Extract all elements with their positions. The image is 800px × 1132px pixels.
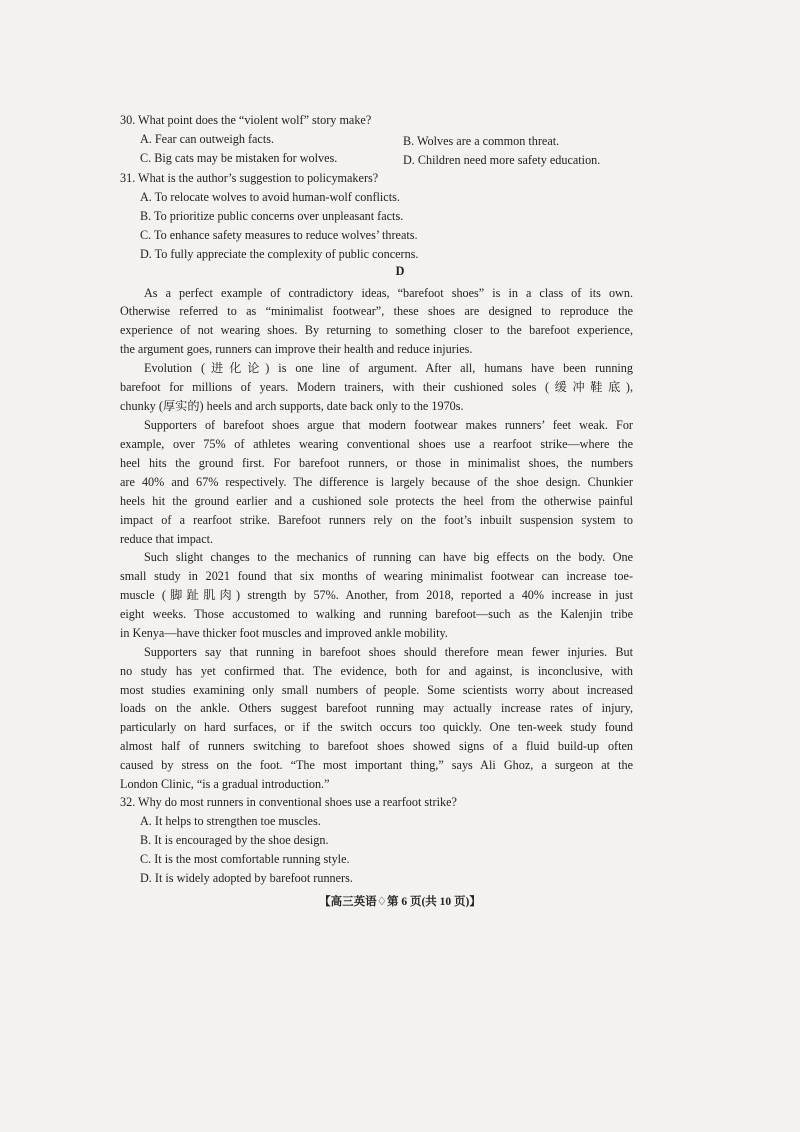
passage-line: example, over 75% of athletes wearing conventional shoes use a rearfoot strike—where the	[120, 437, 633, 451]
passage-line: small study in 2021 found that six months of wearing minimalist footwear can increase toe-	[120, 569, 633, 583]
q31-option-d: D. To fully appreciate the complexity of public concerns.	[140, 247, 419, 261]
q32-option-d: D. It is widely adopted by barefoot runners.	[140, 871, 353, 885]
q31-option-c: C. To enhance safety measures to reduce wolves’ threats.	[140, 228, 418, 242]
passage-line: heel hits the ground first. For barefoot runners, or those in minimalist shoes, the numbers	[120, 456, 633, 470]
passage-line: eight weeks. Those accustomed to walking and running barefoot—such as the Kalenjin tribe	[120, 607, 633, 621]
q31-option-b: B. To prioritize public concerns over unpleasant facts.	[140, 209, 404, 223]
q31-option-a: A. To relocate wolves to avoid human-wolf conflicts.	[140, 190, 400, 204]
q32-stem: 32. Why do most runners in conventional shoes use a rearfoot strike?	[120, 795, 457, 809]
passage-line: heels hit the ground earlier and a cushioned sole protects the heel from the otherwise painful	[120, 494, 633, 508]
passage-line: chunky (厚实的) heels and arch supports, date back only to the 1970s.	[120, 399, 464, 413]
q30-option-c: C. Big cats may be mistaken for wolves.	[140, 151, 338, 165]
page-footer: 【高三英语♢第 6 页(共 10 页)】	[319, 896, 481, 908]
passage-line: caused by stress on the foot. “The most important thing,” says Ali Ghoz, a surgeon at the	[120, 758, 633, 772]
passage-line: Supporters of barefoot shoes argue that modern footwear makes runners’ feet weak. For	[144, 418, 633, 432]
passage-line: London Clinic, “is a gradual introduction.”	[120, 777, 330, 791]
q32-option-c: C. It is the most comfortable running style.	[140, 852, 350, 866]
passage-line: barefoot for millions of years. Modern trainers, with their cushioned soles (缓冲鞋底),	[120, 380, 633, 394]
passage-line: Supporters say that running in barefoot shoes should therefore mean fewer injuries. But	[144, 645, 633, 659]
passage-line: As a perfect example of contradictory ideas, “barefoot shoes” is in a class of its own.	[144, 286, 633, 300]
passage-line: most studies examining only small numbers of people. Some scientists worry about increased	[120, 683, 633, 697]
passage-line: are 40% and 67% respectively. The difference is largely because of the shoe design. Chunkier	[120, 475, 633, 489]
passage-line: particularly on hard surfaces, or if the switch occurs too quickly. One ten-week study found	[120, 720, 633, 734]
passage-line: Evolution (进化论) is one line of argument. After all, humans have been running	[144, 361, 633, 375]
passage-line: no study has yet confirmed that. The evidence, both for and against, is inconclusive, with	[120, 664, 633, 678]
q30-option-d: D. Children need more safety education.	[403, 153, 601, 167]
passage-line: reduce that impact.	[120, 532, 214, 546]
q31-stem: 31. What is the author’s suggestion to policymakers?	[120, 171, 379, 185]
section-label: D	[395, 264, 405, 278]
q30-option-a: A. Fear can outweigh facts.	[140, 132, 275, 146]
q32-option-b: B. It is encouraged by the shoe design.	[140, 833, 329, 847]
passage-line: the argument goes, runners can improve their health and reduce injuries.	[120, 342, 473, 356]
passage-line: loads on the ankle. Others suggest barefoot running may actually increase rates of injury,	[120, 701, 633, 715]
q30-stem: 30. What point does the “violent wolf” story make?	[120, 113, 372, 127]
q30-option-b: B. Wolves are a common threat.	[403, 134, 560, 148]
passage-line: experience of not wearing shoes. By returning to something closer to the barefoot experience,	[120, 323, 633, 337]
passage-line: impact of a rearfoot strike. Barefoot runners rely on the foot’s inbuilt suspension system to	[120, 513, 633, 527]
passage-line: Such slight changes to the mechanics of running can have big effects on the body. One	[144, 550, 633, 564]
passage-line: almost half of runners switching to barefoot shoes showed signs of a fluid build-up often	[120, 739, 633, 753]
passage-line: Otherwise referred to as “minimalist footwear”, these shoes are designed to reproduce the	[120, 304, 633, 318]
passage-line: in Kenya—have thicker foot muscles and improved ankle mobility.	[120, 626, 448, 640]
q32-option-a: A. It helps to strengthen toe muscles.	[140, 814, 321, 828]
passage-line: muscle (脚趾肌肉) strength by 57%. Another, from 2018, reported a 40% increase in just	[120, 588, 633, 602]
